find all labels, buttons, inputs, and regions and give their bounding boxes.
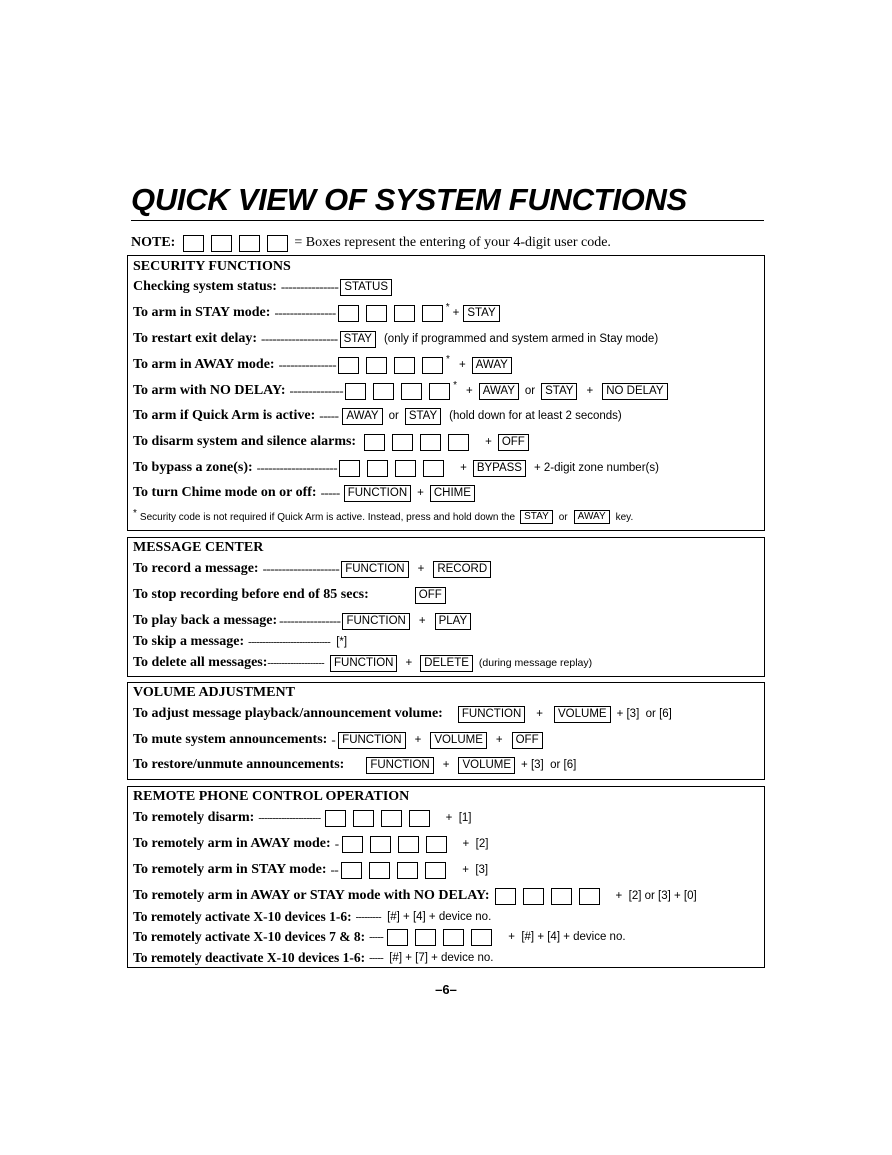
x10-deactivate-1-6-note: [#] + [7] + device no. [389,952,494,964]
volume-key: VOLUME [458,757,515,774]
star-mark: * [446,353,450,365]
play-row [133,611,762,631]
plus-sign: + [417,487,424,499]
user-code-boxes [325,810,430,827]
no-delay-key: NO DELAY [602,383,667,400]
bypass-note: + 2-digit zone number(s) [533,462,659,474]
no-delay-label: To arm with NO DELAY: [133,383,286,398]
or-text: or [524,385,536,397]
volume-adjustment-section [127,682,765,780]
play-dashes: ---------------- [279,613,341,628]
user-code-boxes [345,383,450,400]
remote-disarm-label: To remotely disarm: [133,810,255,825]
plus-sign: + [485,436,492,448]
footnote-end: key. [615,511,634,523]
bypass-key: BYPASS [473,460,526,477]
away-key: AWAY [342,408,382,425]
quick-arm-dashes: ----- [319,408,339,423]
plus-sign: + [414,734,422,746]
stay-key: STAY [405,408,441,425]
star-key: [*] [336,636,348,648]
remote-arm-away-label: To remotely arm in AWAY mode: [133,836,331,851]
chime-key: CHIME [430,485,475,502]
adjust-note: + [3] or [6] [616,708,672,720]
adjust-label: To adjust message playback/announcement volume: [133,706,443,721]
plus-sign: + [466,385,473,397]
user-code-boxes [339,460,444,477]
restore-note: + [3] or [6] [521,759,577,771]
remote-arm-away-note: + [2] [462,838,489,850]
x10-activate-1-6-note: [#] + [4] + device no. [387,911,492,923]
x10-activate-1-6-label: To remotely activate X-10 devices 1-6: [133,909,352,924]
note-line [131,233,611,253]
user-code-boxes [387,929,492,946]
function-key: FUNCTION [366,757,433,774]
user-code-boxes [338,357,443,374]
off-key: OFF [415,587,446,604]
function-key: FUNCTION [458,706,525,723]
restart-row [133,329,762,349]
plus-sign: + [405,657,413,669]
user-code-boxes [183,235,288,252]
stop-label: To stop recording before end of 85 secs: [133,587,369,602]
arm-away-dashes: --------------- [278,357,337,372]
note-text: = Boxes represent the entering of your 4-digit user code. [294,235,611,250]
x10-deactivate-1-6-dashes: ----- [369,952,384,964]
quick-arm-note: (hold down for at least 2 seconds) [449,410,622,422]
away-key: AWAY [574,510,610,524]
off-key: OFF [498,434,529,451]
mute-label: To mute system announcements: [133,732,328,747]
off-key: OFF [512,732,543,749]
remote-disarm-dashes: ---------------------- [258,812,321,824]
message-center-section [127,537,765,677]
arm-stay-label: To arm in STAY mode: [133,305,271,320]
delete-note: (during message replay) [478,657,593,669]
stay-key: STAY [463,305,499,322]
plus-sign: + [458,359,466,371]
page-number: –6– [435,982,457,997]
volume-heading: VOLUME ADJUSTMENT [133,685,295,700]
plus-sign: + [417,563,425,575]
user-code-boxes [342,836,447,853]
stay-key: STAY [520,510,553,524]
security-footnote [133,509,633,525]
volume-key: VOLUME [554,706,611,723]
adjust-row [133,704,762,724]
skip-label: To skip a message: [133,634,245,649]
page-title: QUICK VIEW OF SYSTEM FUNCTIONS [131,182,687,217]
remote-disarm-row [133,808,762,828]
remote-arm-away-dashes: - [334,836,339,851]
bypass-dashes: --------------------- [256,460,338,475]
play-key: PLAY [435,613,472,630]
away-key: AWAY [472,357,512,374]
disarm-row [133,432,762,452]
function-key: FUNCTION [342,613,409,630]
no-delay-row [133,381,762,401]
mute-dashes: - [331,732,336,747]
plus-sign: + [418,615,426,627]
status-row [133,277,762,297]
or-text: or [558,511,568,523]
volume-key: VOLUME [430,732,487,749]
remote-no-delay-note: + [2] or [3] + [0] [615,890,697,902]
remote-arm-stay-dashes: -- [330,862,339,877]
x10-deactivate-1-6-row [133,948,762,968]
skip-dashes: ----------------------------- [248,636,331,648]
plus-sign: + [460,462,467,474]
record-row [133,559,762,579]
restart-label: To restart exit delay: [133,331,258,346]
note-label: NOTE: [131,235,176,250]
stop-row [133,585,762,605]
no-delay-dashes: -------------- [289,383,344,398]
arm-stay-dashes: ---------------- [274,305,336,320]
away-key: AWAY [479,383,519,400]
disarm-label: To disarm system and silence alarms: [133,434,357,449]
x10-activate-7-8-dashes: ----- [369,931,384,943]
x10-deactivate-1-6-label: To remotely deactivate X-10 devices 1-6: [133,950,366,965]
remote-arm-stay-note: + [3] [462,864,489,876]
delete-row [133,653,762,673]
bypass-row [133,458,762,478]
chime-dashes: ----- [320,485,340,500]
restart-dashes: -------------------- [261,331,338,346]
title-rule [131,220,764,221]
record-dashes: -------------------- [262,561,340,576]
quick-arm-row [133,406,762,426]
x10-activate-7-8-row [133,927,762,947]
star-mark: * [133,507,137,519]
chime-row [133,483,762,503]
remote-disarm-note: + [1] [445,812,472,824]
plus-sign: + [442,759,450,771]
stay-key: STAY [340,331,376,348]
user-code-boxes [495,888,600,905]
user-code-boxes [341,862,446,879]
remote-no-delay-row [133,886,762,906]
mute-row [133,730,762,750]
security-heading: SECURITY FUNCTIONS [133,259,291,274]
skip-row [133,632,762,652]
footnote-text: Security code is not required if Quick Arm is active. Instead, press and hold down the [139,511,516,523]
remote-arm-stay-row [133,860,762,880]
security-functions-section [127,255,765,531]
x10-activate-7-8-label: To remotely activate X-10 devices 7 & 8: [133,929,366,944]
star-mark: * [453,379,457,391]
delete-dashes: -------------------- [267,657,325,669]
plus-sign: + [495,734,503,746]
arm-away-row [133,355,762,375]
delete-label: To delete all messages: [133,655,268,670]
function-key: FUNCTION [330,655,397,672]
function-key: FUNCTION [344,485,411,502]
function-key: FUNCTION [338,732,405,749]
remote-phone-control-section [127,786,765,968]
arm-stay-row [133,303,762,323]
or-text: or [388,410,399,422]
star-mark: * [445,301,450,313]
status-label: Checking system status: [133,279,277,294]
remote-heading: REMOTE PHONE CONTROL OPERATION [133,789,410,804]
bypass-label: To bypass a zone(s): [133,460,253,475]
x10-activate-1-6-dashes: --------- [355,911,382,923]
delete-key: DELETE [420,655,473,672]
x10-activate-1-6-row [133,907,762,927]
restore-label: To restore/unmute announcements: [133,757,345,772]
function-key: FUNCTION [341,561,408,578]
status-key: STATUS [340,279,392,296]
restart-note: (only if programmed and system armed in Stay mode) [383,333,659,345]
play-label: To play back a message: [133,613,278,628]
remote-arm-stay-label: To remotely arm in STAY mode: [133,862,327,877]
remote-no-delay-label: To remotely arm in AWAY or STAY mode with NO DELAY: [133,888,490,903]
message-heading: MESSAGE CENTER [133,540,264,555]
remote-arm-away-row [133,834,762,854]
user-code-boxes [364,434,469,451]
record-key: RECORD [433,561,491,578]
user-code-boxes [338,305,443,322]
plus-sign: + [586,385,594,397]
plus-sign: + [452,307,460,319]
x10-activate-7-8-note: + [#] + [4] + device no. [508,931,626,943]
restore-row [133,755,762,775]
stay-key: STAY [541,383,577,400]
quick-arm-label: To arm if Quick Arm is active: [133,408,316,423]
plus-sign: + [536,708,543,720]
record-label: To record a message: [133,561,259,576]
status-dashes: --------------- [280,279,339,294]
arm-away-label: To arm in AWAY mode: [133,357,275,372]
chime-label: To turn Chime mode on or off: [133,485,317,500]
